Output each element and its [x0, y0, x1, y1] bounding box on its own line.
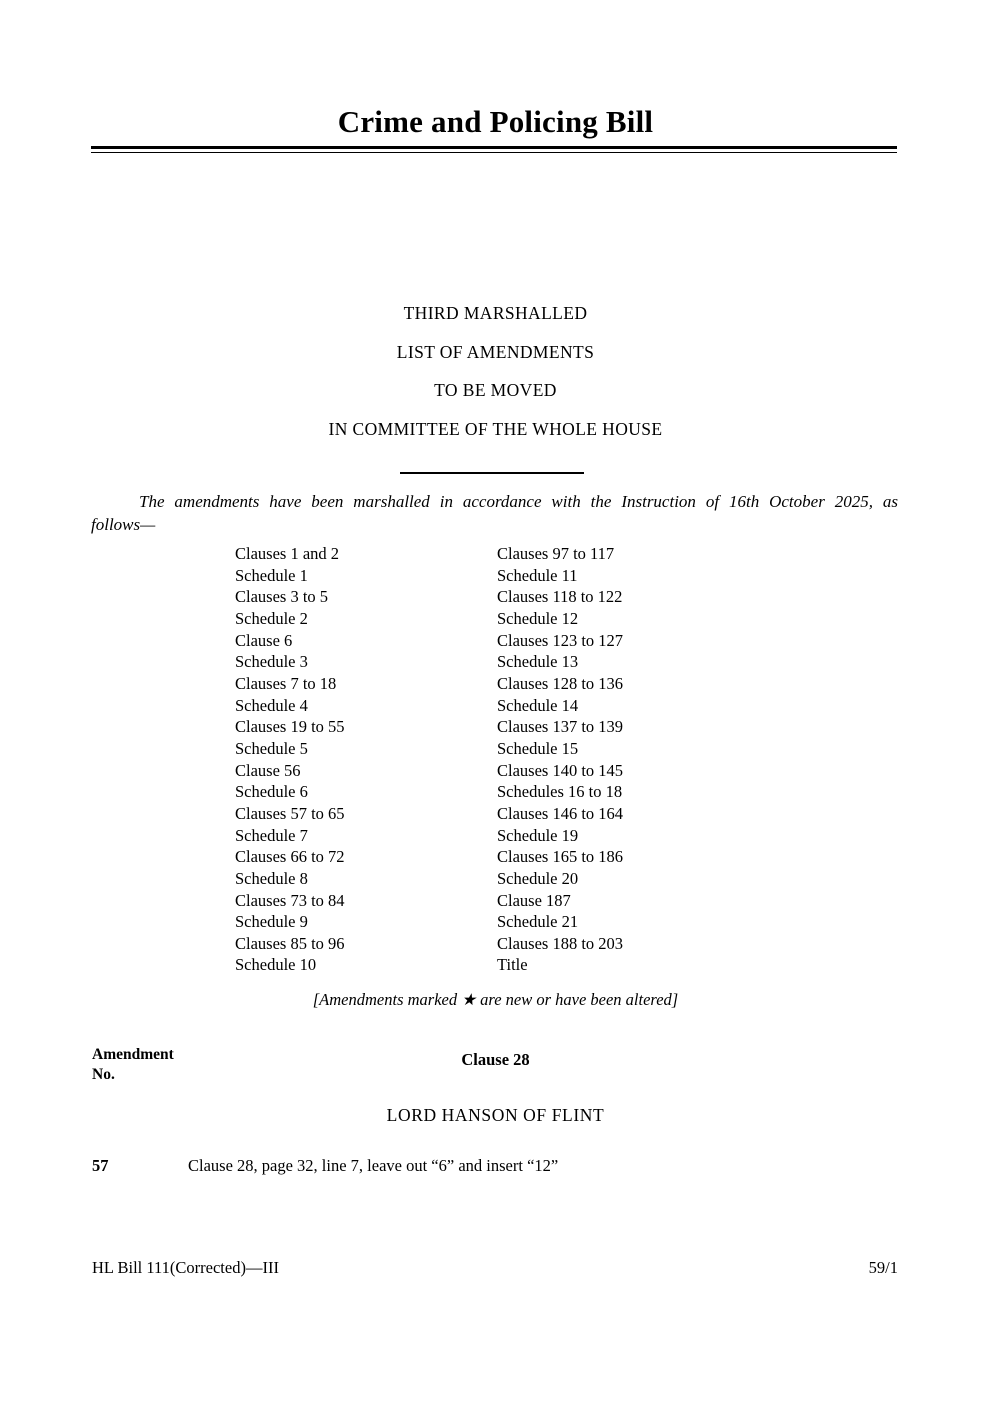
heading-line-1: THIRD MARSHALLED	[403, 303, 588, 323]
marshalling-item: Schedule 9	[235, 912, 308, 932]
marshalling-item: Schedule 11	[497, 565, 578, 585]
heading-line-3: TO BE MOVED	[434, 380, 557, 401]
title-double-rule	[91, 146, 897, 153]
marshalling-instruction	[91, 491, 898, 536]
marshalling-item: Clauses 3 to 5	[235, 587, 329, 607]
amendment-no-label-line-2: No.	[92, 1065, 115, 1083]
marshalling-item: Clauses 97 to 117	[497, 544, 615, 563]
amendment-number: 57	[92, 1156, 109, 1175]
clause-heading: Clause 28	[461, 1050, 530, 1069]
marshalling-item: Clauses 57 to 65	[235, 803, 345, 823]
amendment-text: Clause 28, page 32, line 7, leave out “6” and insert “12”	[188, 1156, 559, 1175]
marshalling-item: Schedule 8	[235, 868, 308, 888]
marshalling-item: Clauses 118 to 122	[497, 587, 623, 607]
footer-bill-reference: HL Bill 111(Corrected)—III	[92, 1258, 279, 1277]
marshalling-item: Schedule 5	[235, 738, 308, 758]
marshalling-item: Clauses 137 to 139	[497, 717, 624, 737]
marshalling-item: Schedule 19	[497, 825, 579, 845]
instruction-line-1: The amendments have been marshalled in accordance with the Instruction of 16th October 2025, as	[139, 492, 898, 511]
marshalling-column-right	[497, 543, 623, 976]
marshalling-item: Schedule 20	[497, 868, 579, 888]
bill-title: Crime and Policing Bill	[337, 104, 654, 139]
marshalling-item: Clause 6	[235, 630, 293, 650]
marshalling-item: Schedule 21	[497, 912, 579, 932]
marshalling-item: Schedule 14	[497, 695, 579, 715]
marshalling-item: Schedule 12	[497, 608, 579, 628]
marshalling-item: Schedule 6	[235, 782, 308, 802]
marshalling-item: Schedule 1	[235, 565, 308, 585]
marshalling-item: Clauses 1 and 2	[235, 544, 340, 563]
marshalling-item: Schedule 3	[235, 652, 308, 672]
heading-line-4: IN COMMITTEE OF THE WHOLE HOUSE	[328, 419, 663, 440]
star-note: [Amendments marked ★ are new or have been altered]	[312, 990, 679, 1009]
marshalling-column-left	[235, 543, 345, 976]
marshalling-item: Clauses 85 to 96	[235, 933, 345, 953]
marshalling-item: Schedule 15	[497, 738, 579, 758]
marshalling-item: Clauses 123 to 127	[497, 630, 624, 650]
marshalling-item: Title	[497, 955, 528, 975]
marshalling-item: Schedule 2	[235, 608, 308, 628]
marshalling-item: Clauses 19 to 55	[235, 717, 345, 737]
marshalling-item: Clauses 188 to 203	[497, 933, 624, 953]
marshalling-item: Clauses 128 to 136	[497, 673, 624, 693]
heading-line-2: LIST OF AMENDMENTS	[396, 341, 595, 362]
marshalling-item: Schedule 10	[235, 955, 317, 975]
marshalling-item: Clauses 66 to 72	[235, 847, 345, 867]
amendment-no-label-line-1: Amendment	[92, 1046, 174, 1063]
marshalling-item: Schedules 16 to 18	[497, 782, 623, 802]
marshalling-item: Clauses 73 to 84	[235, 890, 345, 910]
marshalled-list-heading	[0, 294, 991, 449]
mover-name: LORD HANSON OF FLINT	[386, 1105, 605, 1125]
marshalling-item: Clauses 165 to 186	[497, 847, 624, 867]
section-separator-rule	[400, 472, 584, 474]
marshalling-item: Clauses 146 to 164	[497, 803, 624, 823]
marshalling-item: Schedule 7	[235, 825, 308, 845]
marshalling-item: Clause 56	[235, 760, 301, 780]
marshalling-item: Clauses 140 to 145	[497, 760, 624, 780]
marshalling-item: Schedule 13	[497, 652, 579, 672]
footer-page-reference: 59/1	[868, 1258, 898, 1277]
marshalling-item: Clause 187	[497, 890, 571, 910]
page-footer	[92, 1258, 898, 1278]
marshalling-item: Schedule 4	[235, 695, 308, 715]
marshalling-item: Clauses 7 to 18	[235, 673, 337, 693]
instruction-line-2: follows—	[91, 514, 156, 534]
